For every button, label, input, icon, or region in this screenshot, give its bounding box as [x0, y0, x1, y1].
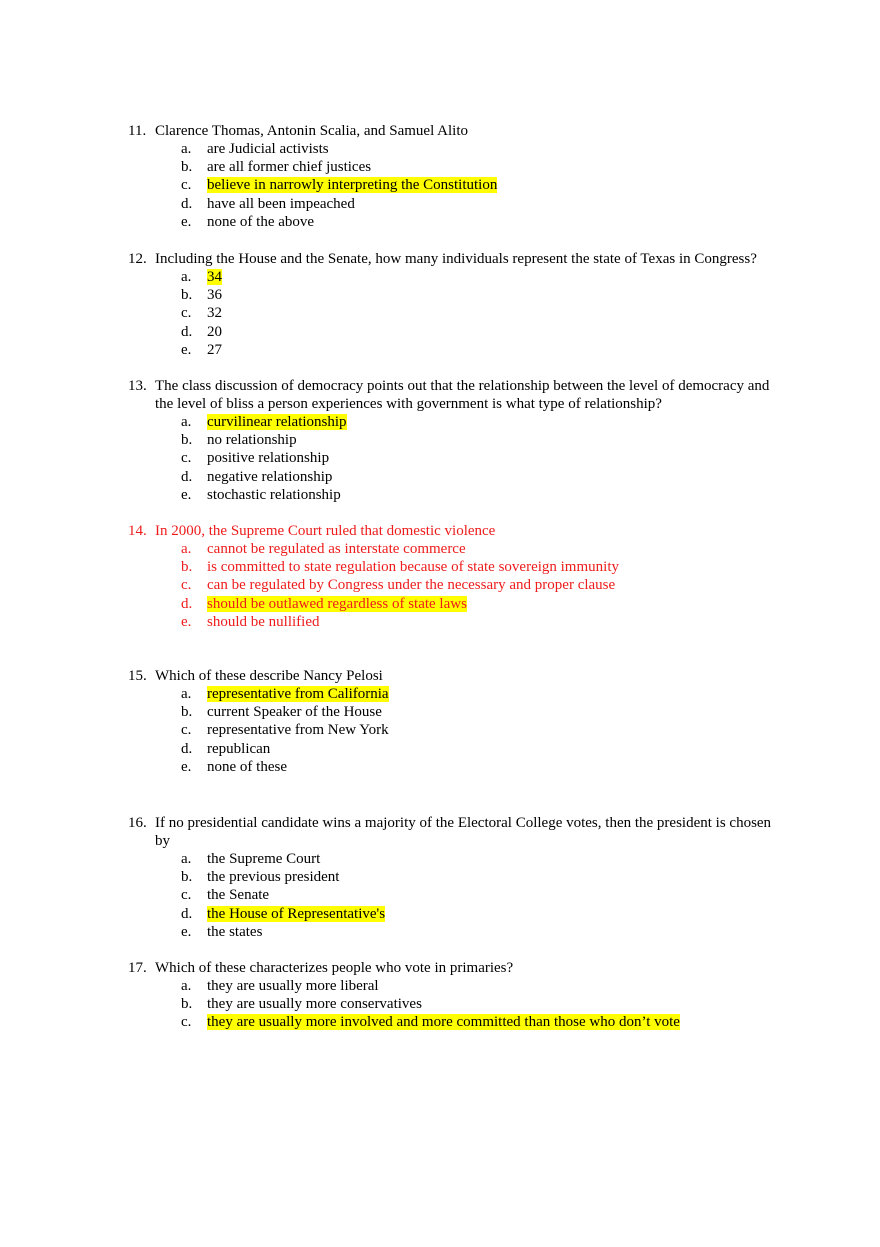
- answer-option: [128, 923, 788, 941]
- option-text: stochastic relationship: [207, 486, 341, 503]
- option-letter: b.: [181, 704, 193, 721]
- option-letter: d.: [181, 468, 193, 485]
- option-text: the Senate: [207, 887, 270, 904]
- answer-option: [128, 995, 788, 1013]
- option-letter: a.: [181, 686, 192, 702]
- answer-option: [128, 268, 788, 286]
- highlighted-answer: should be outlawed regardless of state laws: [207, 595, 467, 612]
- question-stem: [128, 250, 788, 268]
- question-stem: [128, 122, 788, 140]
- question-13: [128, 377, 788, 504]
- answer-option: [128, 286, 788, 304]
- option-text: are all former chief justices: [207, 159, 372, 176]
- question-text: Clarence Thomas, Antonin Scalia, and Samuel Alito: [155, 123, 469, 139]
- option-letter: e.: [181, 486, 192, 503]
- answer-option: [128, 1013, 788, 1031]
- option-letter: c.: [181, 305, 192, 322]
- question-text: Which of these characterizes people who vote in primaries?: [155, 960, 514, 976]
- answer-option: [128, 613, 788, 631]
- question-stem: [128, 522, 788, 540]
- option-text: is committed to state regulation because of state sovereign immunity: [207, 559, 619, 576]
- highlighted-answer: they are usually more involved and more committed than those who don’t vote: [207, 1014, 680, 1031]
- option-text: 36: [207, 287, 222, 304]
- option-text: should be nullified: [207, 613, 320, 630]
- answer-option: [128, 558, 788, 576]
- answer-option: [128, 431, 788, 449]
- option-text: 20: [207, 323, 222, 340]
- answer-option: [128, 758, 788, 776]
- option-letter: e.: [181, 758, 192, 775]
- question-text: The class discussion of democracy points out that the relationship between the level of democracy and the level of bliss a person experiences with government is what type of relationship?: [155, 378, 770, 412]
- option-letter: d.: [181, 595, 193, 612]
- question-text: Which of these describe Nancy Pelosi: [155, 668, 383, 684]
- question-number: 17.: [128, 960, 147, 976]
- answer-option: [128, 886, 788, 904]
- option-letter: c.: [181, 577, 192, 594]
- option-text: none of these: [207, 758, 287, 775]
- question-14: [128, 522, 788, 631]
- question-text: If no presidential candidate wins a majority of the Electoral College votes, then the president is chosen by: [155, 815, 772, 849]
- answer-option: [128, 323, 788, 341]
- option-letter: e.: [181, 341, 192, 358]
- option-text: negative relationship: [207, 468, 333, 485]
- highlighted-answer: curvilinear relationship: [207, 414, 347, 430]
- question-16: [128, 814, 788, 941]
- question-17: [128, 959, 788, 1032]
- option-text: none of the above: [207, 213, 315, 230]
- answer-option: [128, 576, 788, 594]
- option-text: 32: [207, 305, 222, 322]
- option-letter: b.: [181, 869, 193, 886]
- answer-option: [128, 540, 788, 558]
- answer-option: [128, 703, 788, 721]
- answer-option: [128, 468, 788, 486]
- question-stem: [128, 667, 788, 685]
- option-letter: d.: [181, 195, 193, 212]
- option-letter: b.: [181, 432, 193, 449]
- option-text: the previous president: [207, 869, 340, 886]
- option-letter: d.: [181, 323, 193, 340]
- answer-option: [128, 158, 788, 176]
- option-letter: e.: [181, 923, 192, 940]
- answer-option: [128, 140, 788, 158]
- option-text: representative from New York: [207, 722, 389, 739]
- answer-option: [128, 486, 788, 504]
- option-text: can be regulated by Congress under the necessary and proper clause: [207, 577, 616, 594]
- option-text: have all been impeached: [207, 195, 355, 212]
- option-letter: b.: [181, 996, 193, 1013]
- option-letter: d.: [181, 740, 193, 757]
- question-15: [128, 667, 788, 776]
- question-text: Including the House and the Senate, how many individuals represent the state of Texas in Congress?: [155, 251, 757, 267]
- answer-option: [128, 304, 788, 322]
- answer-option: [128, 176, 788, 194]
- question-stem: [128, 959, 788, 977]
- answer-option: [128, 413, 788, 431]
- option-text: republican: [207, 740, 271, 757]
- answer-option: [128, 977, 788, 995]
- option-letter: b.: [181, 287, 193, 304]
- question-stem: [128, 377, 788, 413]
- question-11: [128, 122, 788, 231]
- question-number: 12.: [128, 251, 147, 267]
- question-text: In 2000, the Supreme Court ruled that domestic violence: [155, 523, 496, 539]
- option-text: current Speaker of the House: [207, 704, 382, 721]
- option-text: 27: [207, 341, 222, 358]
- option-letter: a.: [181, 541, 192, 557]
- option-letter: c.: [181, 1014, 192, 1031]
- option-letter: c.: [181, 450, 192, 467]
- highlighted-answer: representative from California: [207, 686, 389, 702]
- option-text: the Supreme Court: [207, 851, 321, 867]
- highlighted-answer: believe in narrowly interpreting the Constitution: [207, 177, 498, 194]
- answer-option: [128, 721, 788, 739]
- question-number: 13.: [128, 378, 147, 394]
- answer-option: [128, 195, 788, 213]
- option-text: they are usually more liberal: [207, 978, 379, 994]
- answer-option: [128, 850, 788, 868]
- answer-option: [128, 449, 788, 467]
- option-letter: c.: [181, 722, 192, 739]
- highlighted-answer: 34: [207, 269, 222, 285]
- option-letter: e.: [181, 213, 192, 230]
- option-text: are Judicial activists: [207, 141, 329, 157]
- option-letter: d.: [181, 905, 193, 922]
- option-letter: a.: [181, 414, 192, 430]
- answer-option: [128, 341, 788, 359]
- option-letter: a.: [181, 978, 192, 994]
- question-number: 11.: [128, 123, 147, 139]
- option-letter: c.: [181, 887, 192, 904]
- question-number: 16.: [128, 815, 147, 831]
- answer-option: [128, 740, 788, 758]
- option-text: positive relationship: [207, 450, 330, 467]
- option-text: they are usually more conservatives: [207, 996, 422, 1013]
- option-text: cannot be regulated as interstate commerce: [207, 541, 466, 557]
- option-letter: e.: [181, 613, 192, 630]
- question-number: 15.: [128, 668, 147, 684]
- option-text: the states: [207, 923, 263, 940]
- option-letter: b.: [181, 559, 193, 576]
- answer-option: [128, 213, 788, 231]
- option-letter: a.: [181, 269, 192, 285]
- option-letter: b.: [181, 159, 193, 176]
- highlighted-answer: the House of Representative's: [207, 905, 386, 922]
- answer-option: [128, 905, 788, 923]
- option-letter: a.: [181, 141, 192, 157]
- question-stem: [128, 814, 788, 850]
- option-text: no relationship: [207, 432, 297, 449]
- answer-option: [128, 595, 788, 613]
- answer-option: [128, 685, 788, 703]
- answer-option: [128, 868, 788, 886]
- option-letter: c.: [181, 177, 192, 194]
- question-number: 14.: [128, 523, 147, 539]
- question-12: [128, 250, 788, 359]
- option-letter: a.: [181, 851, 192, 867]
